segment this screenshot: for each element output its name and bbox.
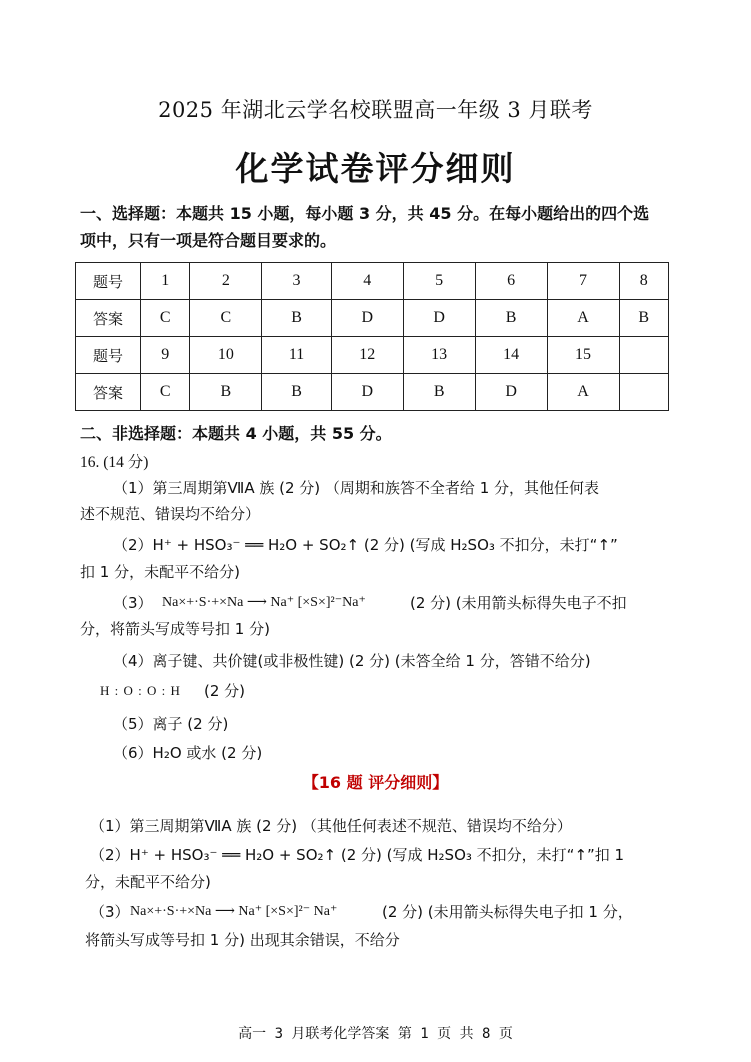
table-row-answers-2 [76, 374, 669, 411]
table-cell: 15 [547, 337, 619, 374]
table-cell: 10 [190, 337, 262, 374]
page-title: 化学试卷评分细则 [235, 149, 516, 188]
q16-part5: （5）离子 (2 分) [113, 715, 229, 733]
rubric-part1: （1）第三周期第ⅦA 族 (2 分) （其他任何表述不规范、错误均不给分） [90, 817, 572, 835]
table-cell: B [403, 374, 475, 411]
q16-part1-line1: （1）第三周期第ⅦA 族 (2 分) （周期和族答不全者给 1 分，其他任何表 [113, 479, 600, 497]
q16-part2-line1: （2）H⁺ + HSO₃⁻ ══ H₂O + SO₂↑ (2 分) (写成 H₂SO₃ 不扣分，未打“↑” [113, 536, 618, 554]
table-row-answers-1 [76, 300, 669, 337]
rubric-part2-line2: 分，未配平不给分) [85, 873, 211, 891]
table-cell: A [547, 300, 619, 337]
row-label-answer: 答案 [76, 300, 141, 337]
table-cell: D [331, 300, 403, 337]
table-cell: 1 [141, 263, 190, 300]
answer-table [75, 262, 669, 411]
table-cell: D [475, 374, 547, 411]
rubric-part3-text: (2 分) (未用箭头标得失电子扣 1 分， [382, 903, 633, 921]
table-cell [619, 337, 668, 374]
row-label-answer: 答案 [76, 374, 141, 411]
row-label-question: 题号 [76, 337, 141, 374]
table-cell: 5 [403, 263, 475, 300]
table-cell: 9 [141, 337, 190, 374]
table-cell: D [331, 374, 403, 411]
row-label-question: 题号 [76, 263, 141, 300]
table-cell: 4 [331, 263, 403, 300]
table-cell: C [190, 300, 262, 337]
electron-formula-h2o2: H : O : O : H [100, 683, 181, 698]
page-footer: 高一 3 月联考化学答案 第 1 页 共 8 页 [238, 1026, 513, 1042]
table-cell: C [141, 300, 190, 337]
section1-heading-line2: 项中，只有一项是符合题目要求的。 [80, 231, 337, 250]
exam-header: 2025 年湖北云学名校联盟高一年级 3 月联考 [158, 98, 593, 122]
rubric-part3-label: （3） [90, 903, 130, 921]
table-cell: 13 [403, 337, 475, 374]
table-cell: C [141, 374, 190, 411]
q16-part4-line1: （4）离子键、共价键(或非极性键) (2 分) (未答全给 1 分，答错不给分) [113, 652, 591, 670]
table-cell: 7 [547, 263, 619, 300]
table-cell: 14 [475, 337, 547, 374]
table-cell: 12 [331, 337, 403, 374]
table-cell: 3 [262, 263, 331, 300]
rubric-part2-line1: （2）H⁺ + HSO₃⁻ ══ H₂O + SO₂↑ (2 分) (写成 H₂SO₃ 不扣分，未打“↑”扣 1 [90, 846, 625, 864]
table-cell: 11 [262, 337, 331, 374]
table-cell: A [547, 374, 619, 411]
table-cell: B [190, 374, 262, 411]
rubric-electron-formula-na2s: Na×+·S·+×Na ⟶ Na⁺ [×S×]²⁻ Na⁺ [130, 904, 338, 919]
section2-heading: 二、非选择题：本题共 4 小题，共 55 分。 [80, 424, 392, 443]
q16-part6: （6）H₂O 或水 (2 分) [113, 744, 263, 762]
table-cell: B [619, 300, 668, 337]
table-cell: B [262, 300, 331, 337]
q16-part3-label: （3） [113, 594, 153, 612]
rubric-heading: 【16 题 评分细则】 [302, 773, 449, 792]
section1-heading-line1: 一、选择题：本题共 15 小题，每小题 3 分，共 45 分。在每小题给出的四个选 [80, 204, 650, 223]
q16-part4-score: (2 分) [204, 682, 246, 700]
q16-part3-line2: 分，将箭头写成等号扣 1 分) [80, 620, 270, 638]
table-cell: B [262, 374, 331, 411]
table-row-questions-1 [76, 263, 669, 300]
question-16-heading: 16. (14 分) [80, 454, 149, 471]
rubric-part3-line2: 将箭头写成等号扣 1 分) 出现其余错误，不给分 [85, 931, 400, 949]
table-cell: 6 [475, 263, 547, 300]
table-cell [619, 374, 668, 411]
table-row-questions-2 [76, 337, 669, 374]
table-cell: B [475, 300, 547, 337]
table-cell: D [403, 300, 475, 337]
q16-part2-line2: 扣 1 分，未配平不给分) [80, 563, 240, 581]
table-cell: 2 [190, 263, 262, 300]
q16-part1-line2: 述不规范、错误均不给分） [80, 505, 261, 523]
electron-formula-na2s: Na×+·S·+×Na ⟶ Na⁺ [×S×]²⁻Na⁺ [162, 595, 366, 610]
table-cell: 8 [619, 263, 668, 300]
q16-part3-text: (2 分) (未用箭头标得失电子不扣 [410, 594, 627, 612]
